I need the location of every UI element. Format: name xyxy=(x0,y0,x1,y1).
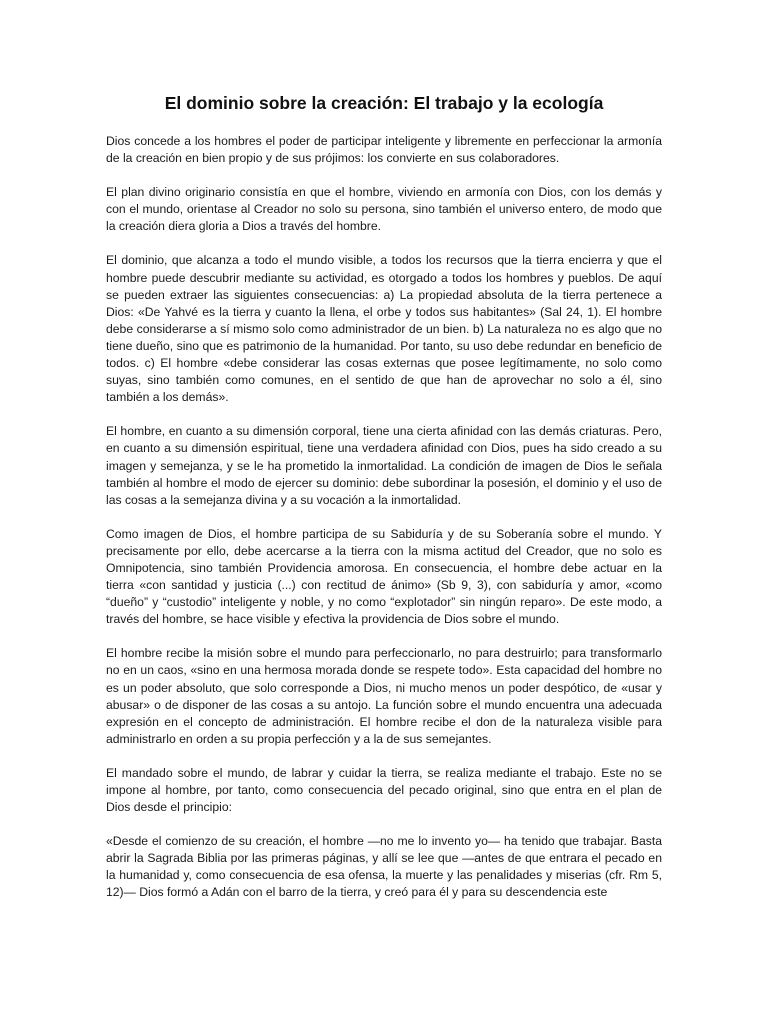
paragraph: El hombre, en cuanto a su dimensión corporal, tiene una cierta afinidad con las demás criaturas. Pero, en cuanto a su dimensión espiritual, tiene una verdadera afinidad con Dios, pues ha sido creado a su imagen y semejanza, y se le ha prometido la inmortalidad. La condición de imagen de Dios le señala también al hombre el modo de ejercer su dominio: debe subordinar la posesión, el dominio y el uso de las cosas a la semejanza divina y a su vocación a la inmortalidad. xyxy=(106,424,662,507)
paragraph: Dios concede a los hombres el poder de participar inteligente y libremente en perfeccionar la armonía de la creación en bien propio y de sus prójimos: los convierte en sus colaboradores. xyxy=(106,134,662,166)
paragraph: El dominio, que alcanza a todo el mundo visible, a todos los recursos que la tierra encierra y que el hombre puede descubrir mediante su actividad, es otorgado a todos los hombres y pueblos. De aquí se pueden extraer las siguientes consecuencias: a) La propiedad absoluta de la tierra pertenece a Dios: «De Yahvé es la tierra y cuanto la llena, el orbe y todos sus habitantes» (Sal 24, 1). El hombre debe considerarse a sí mismo solo como administrador de un bien. b) La naturaleza no es algo que no tiene dueño, sino que es patrimonio de la humanidad. Por tanto, su uso debe redundar en beneficio de todos. c) El hombre «debe considerar las cosas externas que posee legítimamente, no solo como suyas, sino también como comunes, en el sentido de que han de aprovechar no solo a él, sino también a los demás». xyxy=(106,253,662,405)
paragraph: El hombre recibe la misión sobre el mundo para perfeccionarlo, no para destruirlo; para transformarlo no en un caos, «sino en una hermosa morada donde se respete todo». Esta capacidad del hombre no es un poder absoluto, que solo corresponde a Dios, ni mucho menos un poder despótico, de «usar y abusar» o de disponer de las cosas a su antojo. La función sobre el mundo encuentra una adecuada expresión en el concepto de administración. El hombre recibe el don de la naturaleza visible para administrarlo en orden a su propia perfección y a la de sus semejantes. xyxy=(106,646,662,746)
paragraph: El plan divino originario consistía en que el hombre, viviendo en armonía con Dios, con los demás y con el mundo, orientase al Creador no solo su persona, sino también el universo entero, de modo que la creación diera gloria a Dios a través del hombre. xyxy=(106,185,662,234)
paragraph: Como imagen de Dios, el hombre participa de su Sabiduría y de su Soberanía sobre el mundo. Y precisamente por ello, debe acercarse a la tierra con la misma actitud del Creador, que no solo es Omnipotencia, sino también Providencia amorosa. En consecuencia, el hombre debe actuar en la tierra «con santidad y justicia (...) con rectitud de ánimo» (Sb 9, 3), con sabiduría y amor, «como “dueño” y “custodio” inteligente y noble, y no como “explotador” sin ningún reparo». De este modo, a través del hombre, se hace visible y efectiva la providencia de Dios sobre el mundo. xyxy=(106,526,662,627)
paragraph: El mandado sobre el mundo, de labrar y cuidar la tierra, se realiza mediante el trabajo. Este no se impone al hombre, por tanto, como consecuencia del pecado original, sino que entra en el plan de Dios desde el principio: xyxy=(106,765,662,815)
document-title: El dominio sobre la creación: El trabajo y la ecología xyxy=(164,93,604,113)
document-body xyxy=(106,133,662,919)
paragraph: «Desde el comienzo de su creación, el hombre —no me lo invento yo— ha tenido que trabajar. Basta abrir la Sagrada Biblia por las primeras páginas, y allí se lee que —antes de que entrara el pecado en la humanidad y, como consecuencia de esa ofensa, la muerte y las penalidades y miserias (cfr. Rm 5, 12)— Dios formó a Adán con el barro de la tierra, y creó para él y para su descendencia este xyxy=(106,834,662,900)
